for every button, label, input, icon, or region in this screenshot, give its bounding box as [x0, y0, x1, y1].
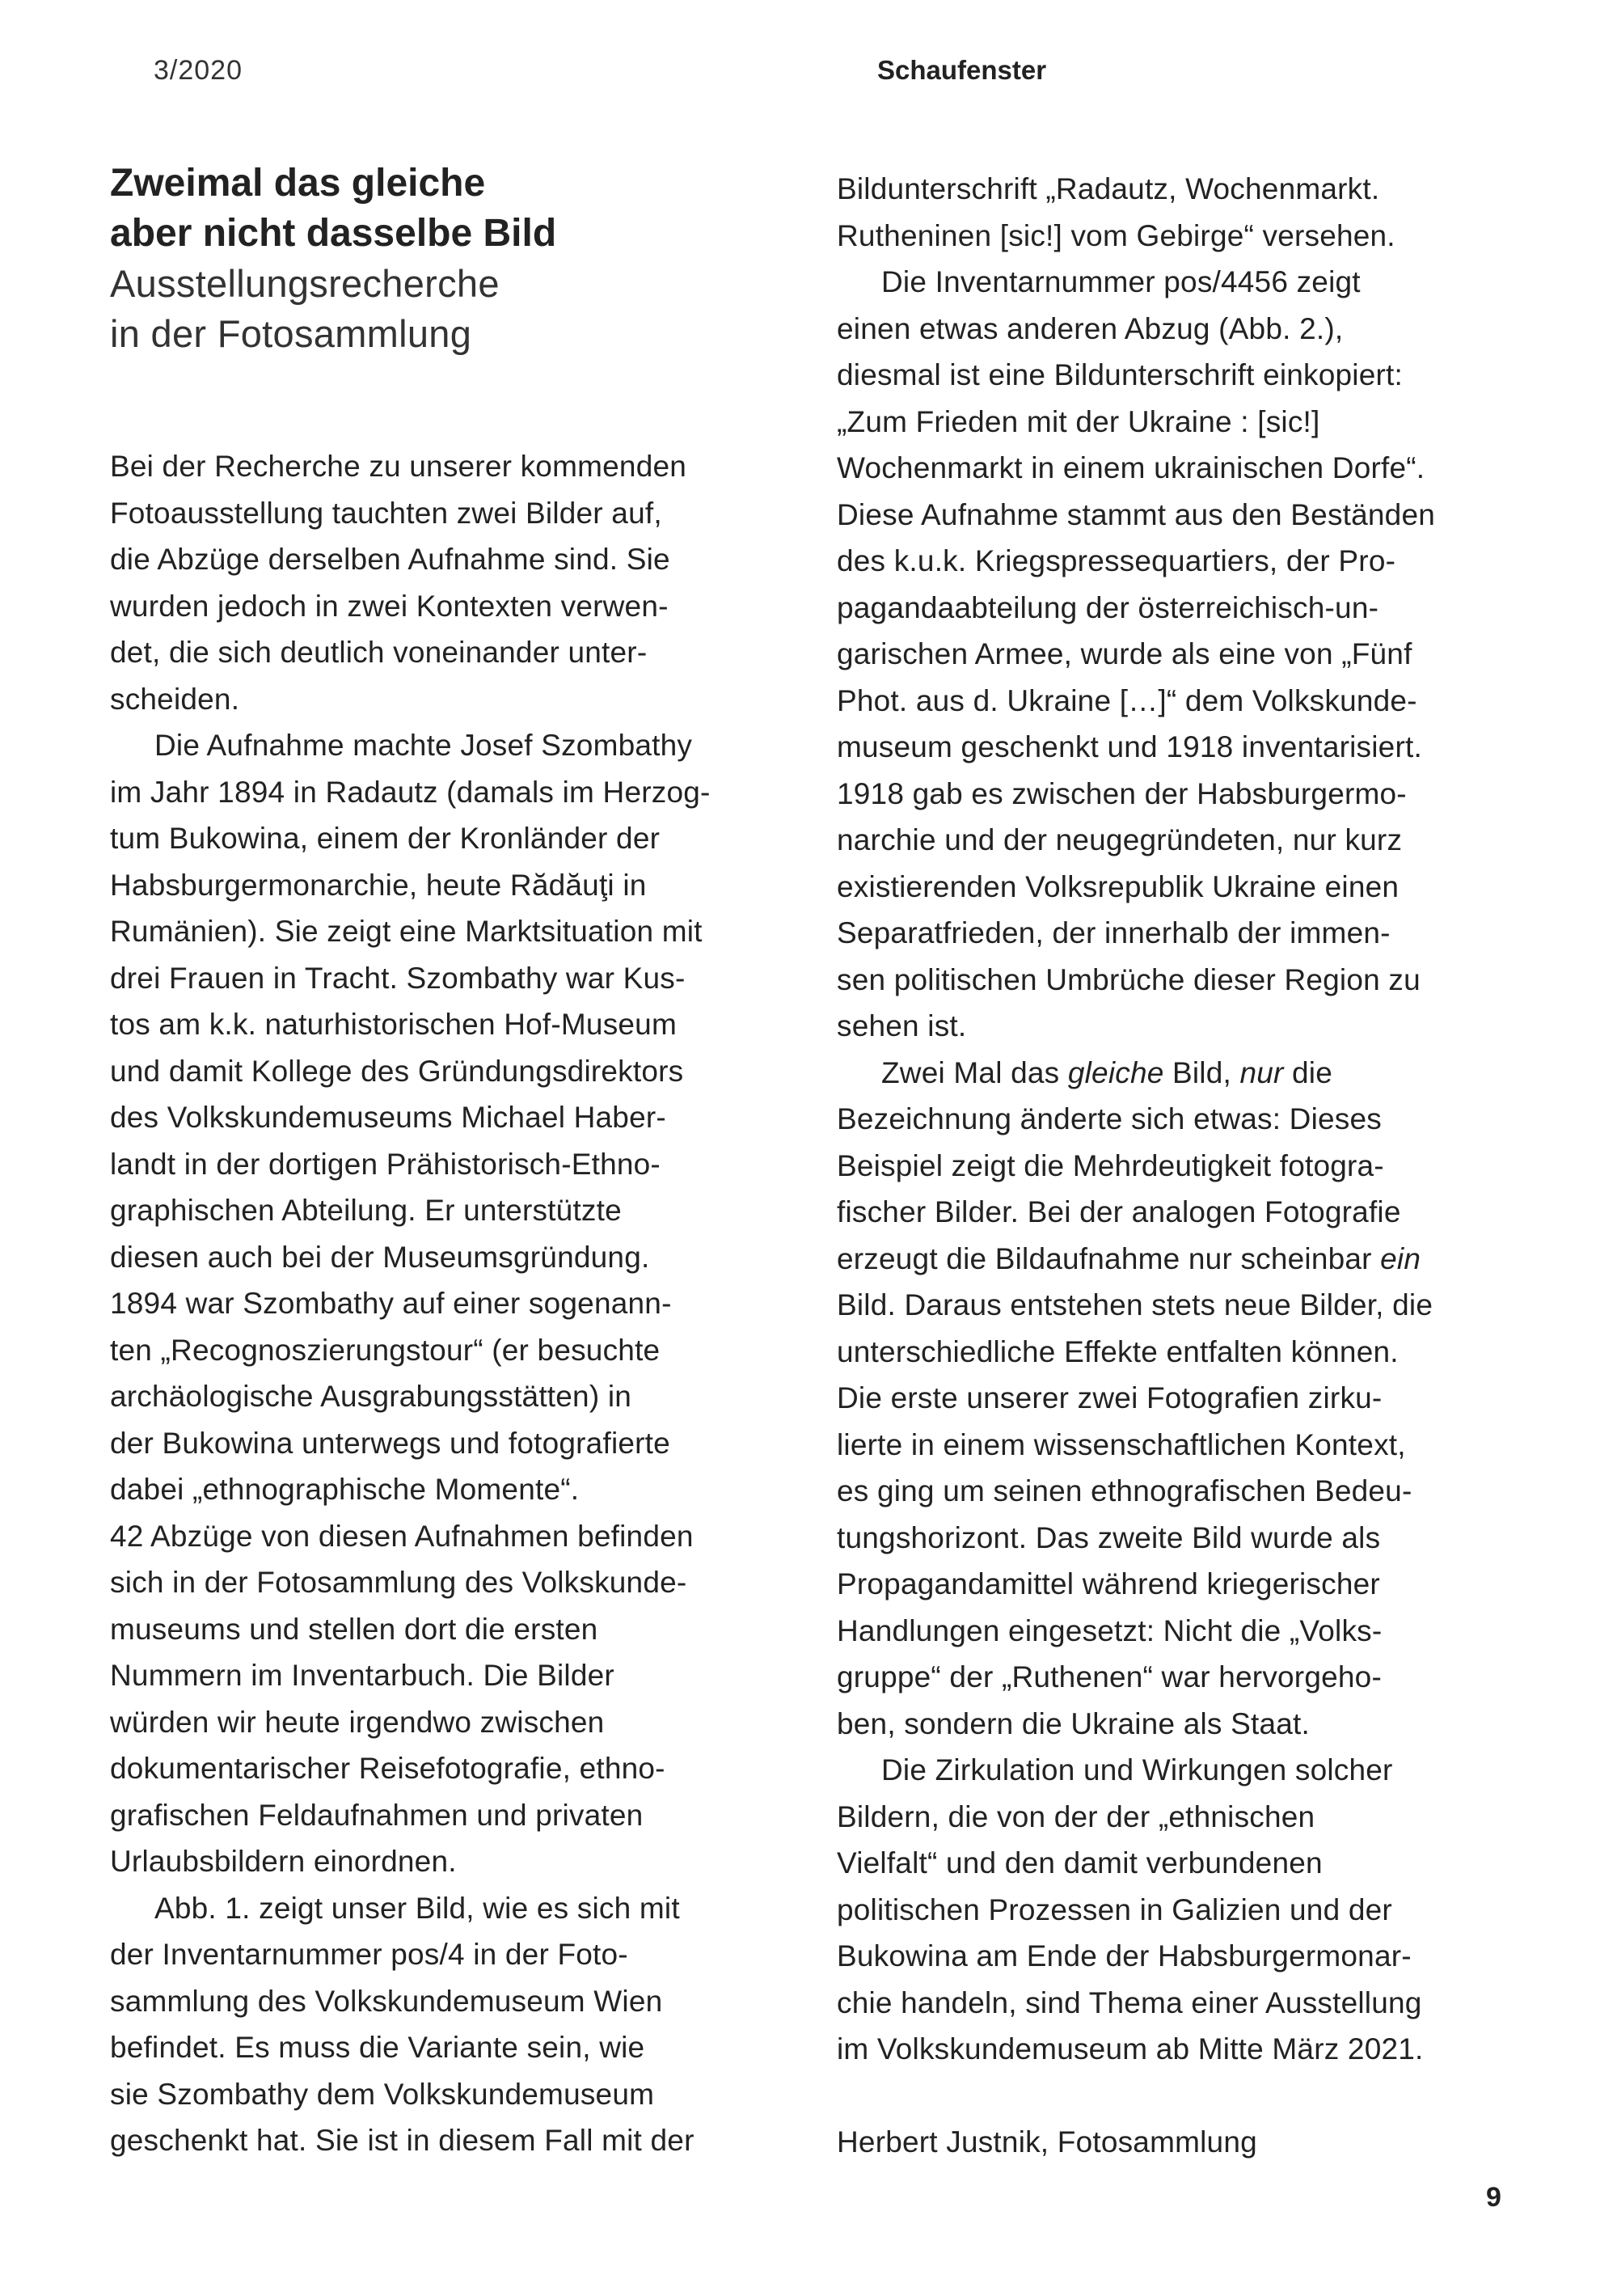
text-line: würden wir heute irgendwo zwischen: [110, 1705, 605, 1739]
section-title: Schaufenster: [877, 55, 1047, 85]
italic-emphasis: nur: [1239, 1055, 1284, 1089]
italic-emphasis: ein: [1380, 1241, 1421, 1275]
text-line: Rumänien). Sie zeigt eine Marktsituation mit: [110, 915, 703, 948]
text-line: des Volkskundemuseums Michael Haber-: [110, 1101, 666, 1134]
text-run: Zwei Mal das: [881, 1055, 1068, 1089]
text-run: erzeugt die Bildaufnahme nur scheinbar: [837, 1241, 1381, 1275]
text-line: Bukowina am Ende der Habsburgermonar-: [837, 1939, 1412, 1973]
text-line: diesen auch bei der Museumsgründung.: [110, 1240, 650, 1274]
text-line: ben, sondern die Ukraine als Staat.: [837, 1706, 1310, 1740]
article-subtitle-line: Ausstellungsrecherche: [110, 262, 500, 305]
right-text-column: [837, 166, 1540, 2166]
text-line: diesmal ist eine Bildunterschrift einkopiert:: [837, 358, 1403, 391]
text-line: im Volkskundemuseum ab Mitte März 2021.: [837, 2032, 1424, 2066]
text-line: Bildunterschrift „Radautz, Wochenmarkt.: [837, 172, 1380, 205]
text-line: Urlaubsbildern einordnen.: [110, 1845, 457, 1878]
text-line: Bildern, die von der der „ethnischen: [837, 1799, 1315, 1833]
text-line: 42 Abzüge von diesen Aufnahmen befinden: [110, 1519, 694, 1553]
left-text-column: [110, 443, 805, 2164]
text-line: Die Zirkulation und Wirkungen solcher: [881, 1753, 1393, 1786]
text-line: [837, 1236, 1540, 1283]
text-line: Rutheninen [sic!] vom Gebirge“ versehen.: [837, 218, 1395, 252]
page-number: 9: [1486, 2182, 1501, 2213]
text-line: Nummern im Inventarbuch. Die Bilder: [110, 1659, 614, 1692]
text-line: graphischen Abteilung. Er unterstützte: [110, 1194, 622, 1227]
issue-number: 3/2020: [154, 55, 243, 86]
text-line: die Abzüge derselben Aufnahme sind. Sie: [110, 543, 670, 576]
article-subtitle-line: in der Fotosammlung: [110, 312, 472, 355]
text-line: archäologische Ausgrabungsstätten) in: [110, 1380, 632, 1413]
text-line: einen etwas anderen Abzug (Abb. 2.),: [837, 311, 1344, 345]
text-line: Bezeichnung änderte sich etwas: Dieses: [837, 1102, 1382, 1135]
text-line: Diese Aufnahme stammt aus den Beständen: [837, 497, 1436, 531]
text-line: Vielfalt“ und den damit verbundenen: [837, 1846, 1323, 1880]
text-line: fischer Bilder. Bei der analogen Fotografie: [837, 1195, 1401, 1228]
text-line: Phot. aus d. Ukraine […]“ dem Volkskunde-: [837, 683, 1417, 717]
text-line: tum Bukowina, einem der Kronländer der: [110, 822, 661, 855]
text-line: lierte in einem wissenschaftlichen Kontext,: [837, 1427, 1406, 1461]
text-line: Beispiel zeigt die Mehrdeutigkeit fotogra-: [837, 1148, 1384, 1182]
text-line: 1894 war Szombathy auf einer sogenann-: [110, 1287, 672, 1320]
text-line: drei Frauen in Tracht. Szombathy war Kus-: [110, 961, 686, 995]
text-line: Die erste unserer zwei Fotografien zirku-: [837, 1381, 1383, 1414]
text-line: [837, 1050, 1540, 1097]
text-line: sich in der Fotosammlung des Volkskunde-: [110, 1566, 687, 1599]
text-line: tungshorizont. Das zweite Bild wurde als: [837, 1520, 1381, 1554]
text-line: sammlung des Volkskundemuseum Wien: [110, 1984, 663, 2018]
text-line: 1918 gab es zwischen der Habsburgermo-: [837, 776, 1407, 810]
text-line: der Inventarnummer pos/4 in der Foto-: [110, 1938, 628, 1971]
text-line: des k.u.k. Kriegspressequartiers, der Pro-: [837, 544, 1396, 577]
author-credit: Herbert Justnik, Fotosammlung: [837, 2125, 1257, 2159]
text-line: garischen Armee, wurde als eine von „Fünf: [837, 637, 1412, 670]
text-line: im Jahr 1894 in Radautz (damals im Herzog-: [110, 775, 711, 809]
text-line: dabei „ethnographische Momente“.: [110, 1473, 580, 1506]
text-line: wurden jedoch in zwei Kontexten verwen-: [110, 589, 669, 623]
text-line: grafischen Feldaufnahmen und privaten: [110, 1798, 644, 1832]
text-line: Handlungen eingesetzt: Nicht die „Volks-: [837, 1613, 1383, 1647]
text-line: Separatfrieden, der innerhalb der immen-: [837, 916, 1391, 949]
text-line: „Zum Frieden mit der Ukraine : [sic!]: [837, 404, 1320, 438]
text-line: pagandaabteilung der österreichisch-un-: [837, 590, 1379, 624]
text-line: narchie und der neugegründeten, nur kurz: [837, 823, 1403, 856]
text-line: existierenden Volksrepublik Ukraine einen: [837, 869, 1400, 903]
text-line: ten „Recognoszierungstour“ (er besuchte: [110, 1333, 661, 1367]
text-run: Bild,: [1163, 1055, 1240, 1089]
text-line: Die Aufnahme machte Josef Szombathy: [154, 729, 693, 762]
text-line: sehen ist.: [837, 1009, 967, 1042]
text-line: geschenkt hat. Sie ist in diesem Fall mit der: [110, 2124, 695, 2157]
italic-emphasis: gleiche: [1067, 1055, 1164, 1089]
text-line: det, die sich deutlich voneinander unter-: [110, 636, 648, 669]
text-line: museums und stellen dort die ersten: [110, 1612, 598, 1646]
text-line: es ging um seinen ethnografischen Bedeu-: [837, 1474, 1412, 1507]
text-line: Bei der Recherche zu unserer kommenden: [110, 450, 687, 483]
text-line: Habsburgermonarchie, heute Rădăuţi in: [110, 868, 647, 902]
blank-line: [837, 2073, 1540, 2120]
article-title-line: Zweimal das gleiche: [110, 162, 486, 205]
text-line: befindet. Es muss die Variante sein, wie: [110, 2031, 645, 2064]
text-line: tos am k.k. naturhistorischen Hof-Museum: [110, 1008, 677, 1041]
text-line: Fotoausstellung tauchten zwei Bilder auf,: [110, 496, 662, 530]
text-line: gruppe“ der „Ruthenen“ war hervorgeho-: [837, 1660, 1382, 1693]
text-line: sen politischen Umbrüche dieser Region zu: [837, 962, 1421, 996]
text-line: und damit Kollege des Gründungsdirektors: [110, 1054, 684, 1088]
text-line: unterschiedliche Effekte entfalten können.: [837, 1334, 1399, 1368]
text-line: dokumentarischer Reisefotografie, ethno-: [110, 1752, 665, 1785]
text-line: scheiden.: [110, 682, 240, 716]
text-line: politischen Prozessen in Galizien und der: [837, 1892, 1392, 1926]
text-line: Bild. Daraus entstehen stets neue Bilder, die: [837, 1288, 1433, 1321]
text-line: sie Szombathy dem Volkskundemuseum: [110, 2077, 655, 2111]
text-line: museum geschenkt und 1918 inventarisiert.: [837, 730, 1422, 763]
text-line: chie handeln, sind Thema einer Ausstellung: [837, 1985, 1422, 2019]
text-line: Propagandamittel während kriegerischer: [837, 1567, 1380, 1600]
article-title-line: aber nicht dasselbe Bild: [110, 212, 557, 255]
article-heading: [110, 159, 805, 359]
text-line: Wochenmarkt in einem ukrainischen Dorfe“.: [837, 451, 1425, 484]
text-run: die: [1283, 1055, 1332, 1089]
text-line: der Bukowina unterwegs und fotografierte: [110, 1426, 670, 1460]
text-line: landt in der dortigen Prähistorisch-Ethno-: [110, 1147, 661, 1181]
text-line: Abb. 1. zeigt unser Bild, wie es sich mit: [154, 1891, 680, 1925]
text-line: Die Inventarnummer pos/4456 zeigt: [881, 265, 1361, 298]
